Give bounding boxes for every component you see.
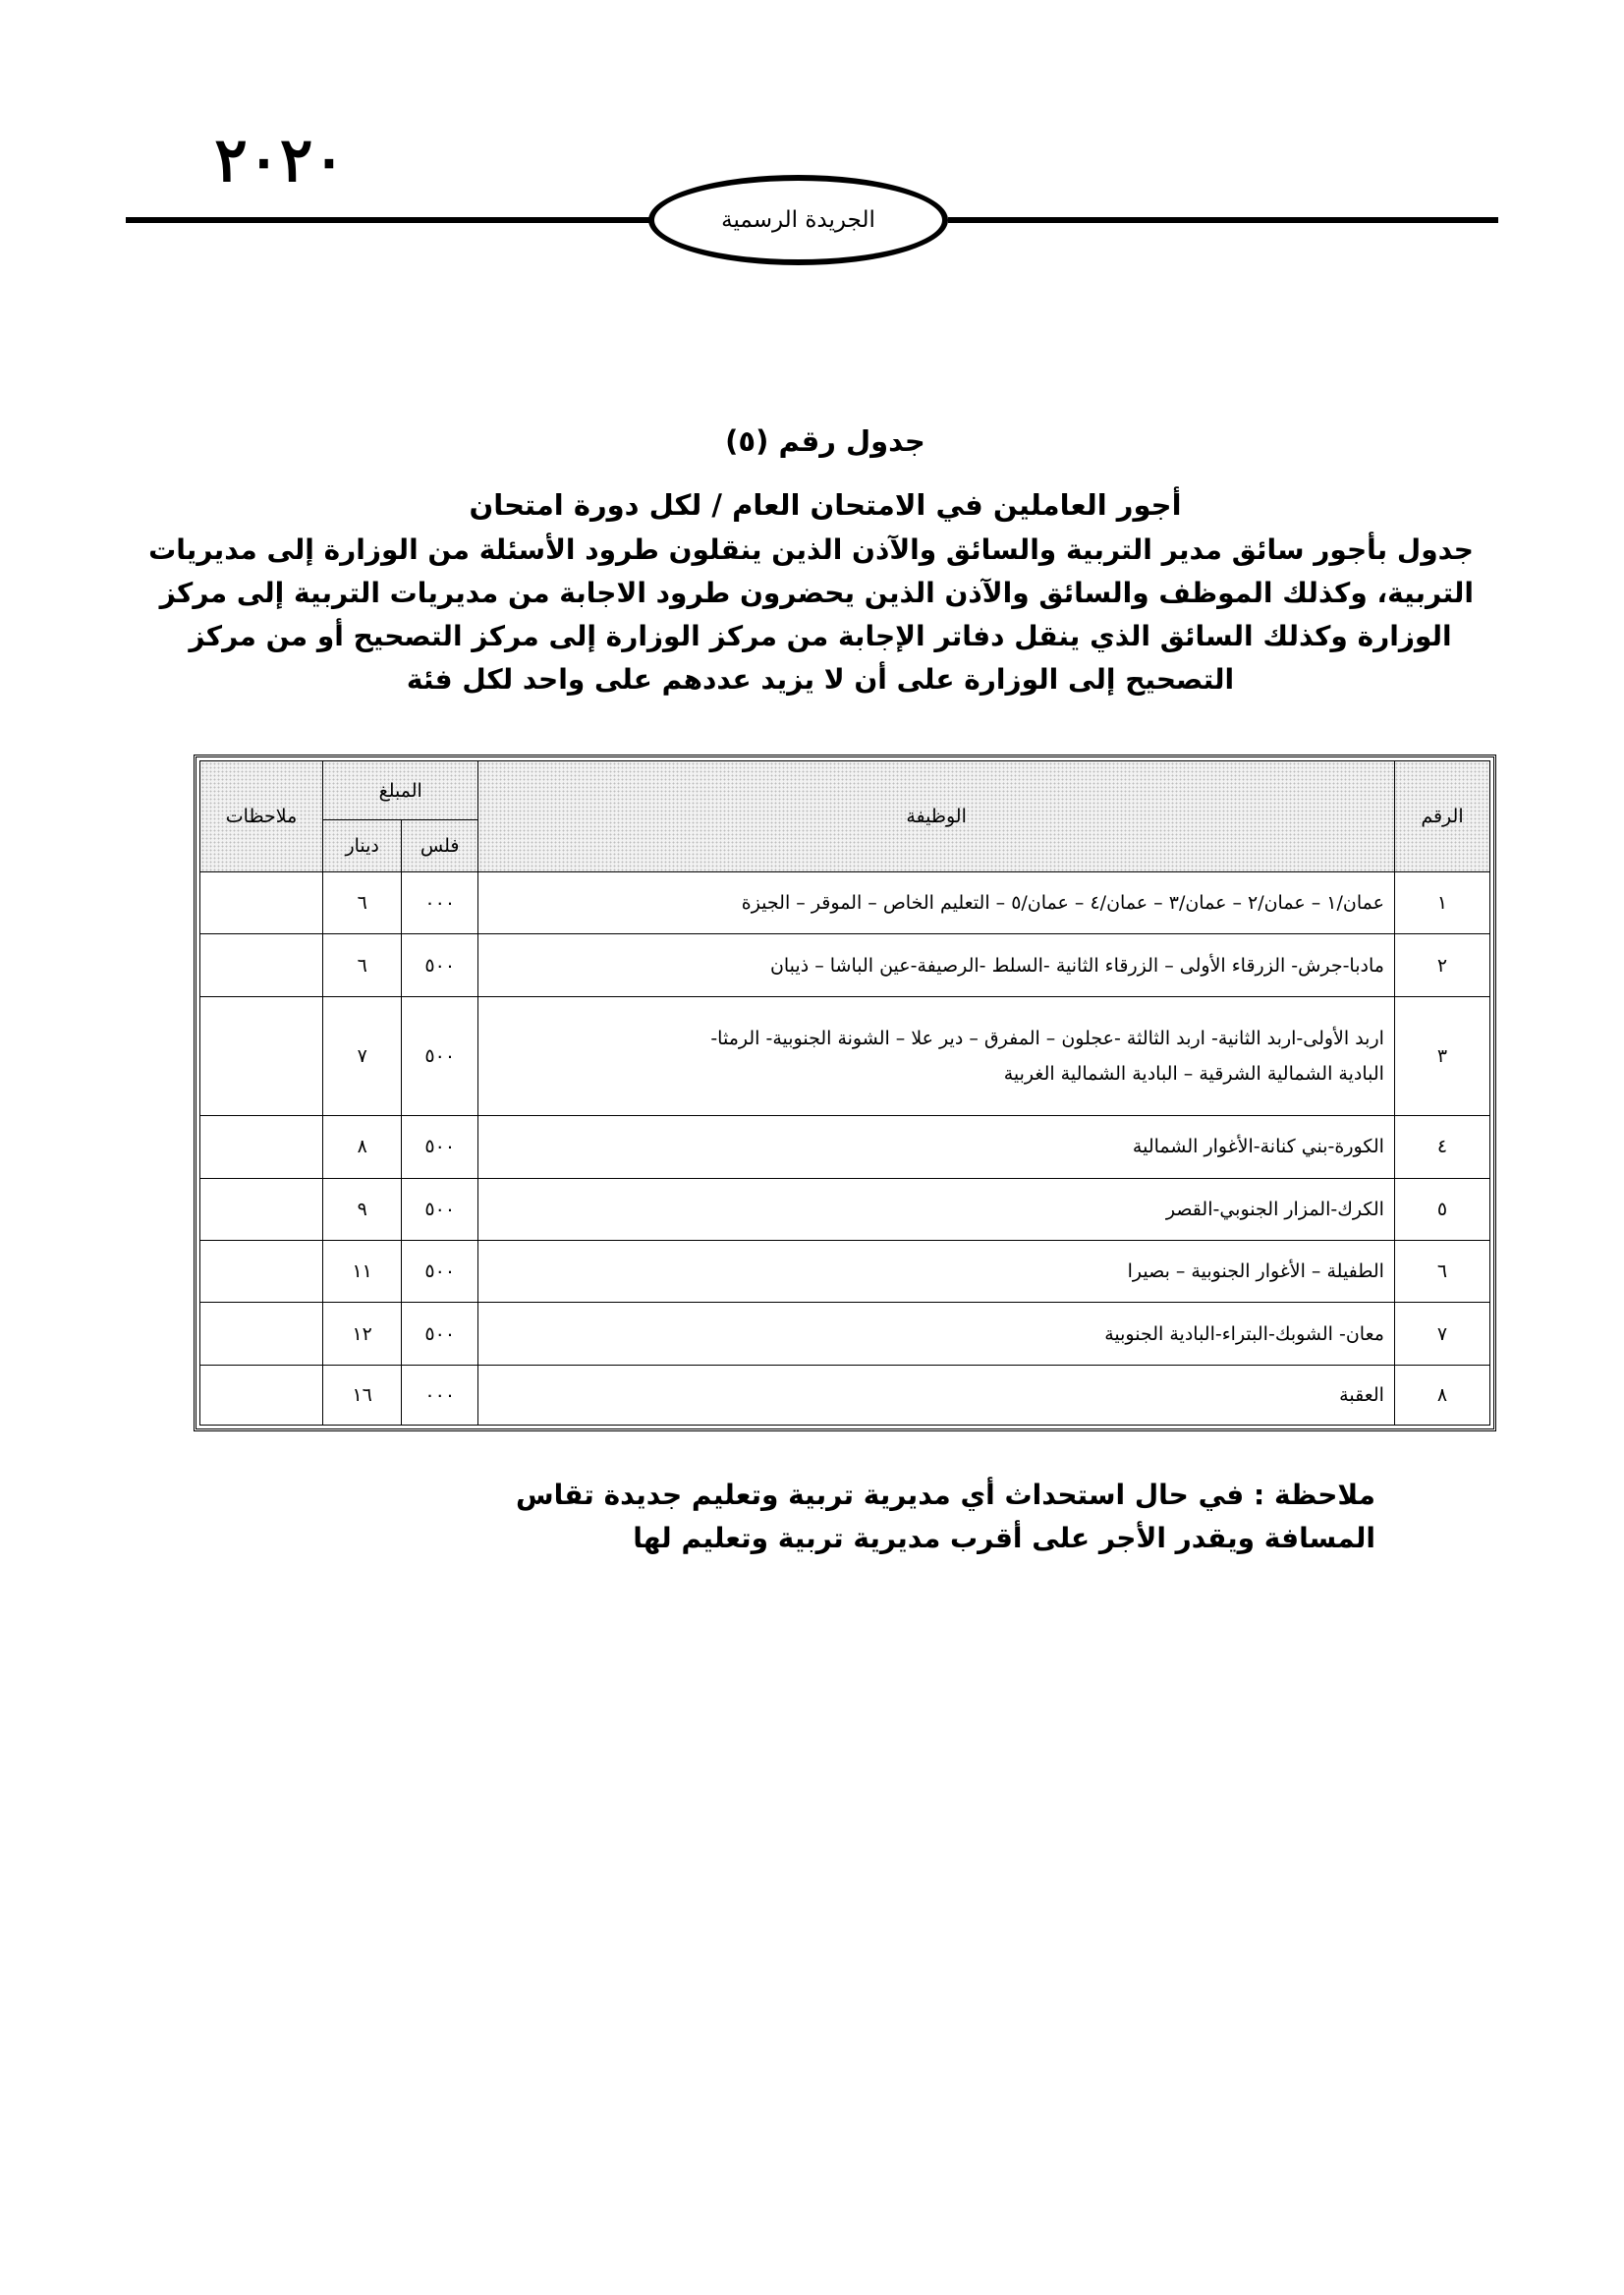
row-fils: ٥٠٠ xyxy=(402,934,478,996)
row-number: ٤ xyxy=(1394,1116,1489,1178)
table-row xyxy=(200,1303,1490,1365)
row-notes xyxy=(200,1365,323,1425)
row-notes xyxy=(200,872,323,934)
row-job xyxy=(478,1116,1395,1178)
row-dinar: ١١ xyxy=(323,1240,402,1302)
row-fils: ٠٠٠ xyxy=(402,872,478,934)
job-line: عمان/١ – عمان/٢ – عمان/٣ – عمان/٤ – عمان/٥ – التعليم الخاص – الموقر – الجيزة xyxy=(741,892,1384,915)
job-line: الكرك-المزار الجنوبي-القصر xyxy=(1165,1198,1384,1220)
description-line: التصحيح إلى الوزارة على أن لا يزيد عددهم على واحد لكل فئة xyxy=(406,663,1235,696)
row-number: ٦ xyxy=(1394,1240,1489,1302)
row-fils: ٥٠٠ xyxy=(402,1116,478,1178)
table-row xyxy=(200,1365,1490,1425)
row-notes xyxy=(200,1240,323,1302)
table-description xyxy=(148,529,1474,701)
year-label: ٢٠٢٠ xyxy=(214,124,346,196)
table-row xyxy=(200,1178,1490,1240)
row-fils: ٥٠٠ xyxy=(402,1303,478,1365)
header-number: الرقم xyxy=(1394,761,1489,872)
row-job xyxy=(478,1240,1395,1302)
row-fils: ٠٠٠ xyxy=(402,1365,478,1425)
row-dinar: ٧ xyxy=(323,996,402,1115)
table-row xyxy=(200,934,1490,996)
wages-table xyxy=(199,760,1490,1426)
row-dinar: ٦ xyxy=(323,934,402,996)
gazette-name-oval xyxy=(648,175,948,265)
table-row xyxy=(200,996,1490,1115)
footnote xyxy=(516,1474,1375,1560)
table-number-title: جدول رقم (٥) xyxy=(725,424,925,458)
job-line: العقبة xyxy=(1339,1383,1384,1406)
row-notes xyxy=(200,996,323,1115)
row-job xyxy=(478,996,1395,1115)
row-job xyxy=(478,1178,1395,1240)
job-line: مادبا-جرش- الزرقاء الأولى – الزرقاء الثانية -السلط -الرصيفة-عين الباشا – ذيبان xyxy=(769,954,1384,977)
row-fils: ٥٠٠ xyxy=(402,1240,478,1302)
table-row xyxy=(200,872,1490,934)
wages-table-frame xyxy=(194,755,1496,1431)
row-number: ١ xyxy=(1394,872,1489,934)
table-row xyxy=(200,1116,1490,1178)
row-notes xyxy=(200,934,323,996)
row-dinar: ٩ xyxy=(323,1178,402,1240)
job-line: معان- الشوبك-البتراء-البادية الجنوبية xyxy=(1104,1322,1384,1345)
row-job xyxy=(478,1365,1395,1425)
row-job xyxy=(478,934,1395,996)
header-job: الوظيفة xyxy=(478,761,1395,872)
row-fils: ٥٠٠ xyxy=(402,996,478,1115)
row-notes xyxy=(200,1116,323,1178)
row-number: ٨ xyxy=(1394,1365,1489,1425)
row-notes xyxy=(200,1303,323,1365)
header-dinar: دينار xyxy=(323,820,402,872)
row-dinar: ٨ xyxy=(323,1116,402,1178)
row-number: ٣ xyxy=(1394,996,1489,1115)
header-rule-right xyxy=(948,217,1498,223)
job-line: الطفيلة – الأغوار الجنوبية – بصيرا xyxy=(1127,1260,1384,1283)
header-notes: ملاحظات xyxy=(200,761,323,872)
row-fils: ٥٠٠ xyxy=(402,1178,478,1240)
description-line: الوزارة وكذلك السائق الذي ينقل دفاتر الإجابة من مركز الوزارة إلى مركز التصحيح أو من مركز xyxy=(189,620,1452,652)
row-job xyxy=(478,1303,1395,1365)
table-row xyxy=(200,1240,1490,1302)
header-amount: المبلغ xyxy=(323,761,478,820)
footnote-line: المسافة ويقدر الأجر على أقرب مديرية تربية وتعليم لها xyxy=(633,1522,1375,1554)
footnote-line: ملاحظة : في حال استحداث أي مديرية تربية وتعليم جديدة تقاس xyxy=(516,1479,1375,1511)
row-number: ٢ xyxy=(1394,934,1489,996)
row-notes xyxy=(200,1178,323,1240)
job-line: الكورة-بني كنانة-الأغوار الشمالية xyxy=(1132,1136,1384,1158)
row-dinar: ١٢ xyxy=(323,1303,402,1365)
description-line: جدول بأجور سائق مدير التربية والسائق والآذن الذين ينقلون طرود الأسئلة من الوزارة إلى مديريات xyxy=(148,533,1474,566)
gazette-name: الجريدة الرسمية xyxy=(721,207,875,233)
row-number: ٥ xyxy=(1394,1178,1489,1240)
job-line: البادية الشمالية الشرقية – البادية الشمالية الغربية xyxy=(1003,1062,1384,1085)
header-rule-left xyxy=(126,217,654,223)
job-line: اربد الأولى-اربد الثانية- اربد الثالثة -عجلون – المفرق – دير علا – الشونة الجنوبية- الرمثا- xyxy=(710,1027,1384,1049)
row-dinar: ٦ xyxy=(323,872,402,934)
row-number: ٧ xyxy=(1394,1303,1489,1365)
row-job xyxy=(478,872,1395,934)
row-dinar: ١٦ xyxy=(323,1365,402,1425)
header-fils: فلس xyxy=(402,820,478,872)
table-subtitle: أجور العاملين في الامتحان العام / لكل دورة امتحان xyxy=(469,488,1182,522)
description-line: التربية، وكذلك الموظف والسائق والآذن الذين يحضرون طرود الاجابة من مديريات التربية إلى مركز xyxy=(159,577,1474,609)
